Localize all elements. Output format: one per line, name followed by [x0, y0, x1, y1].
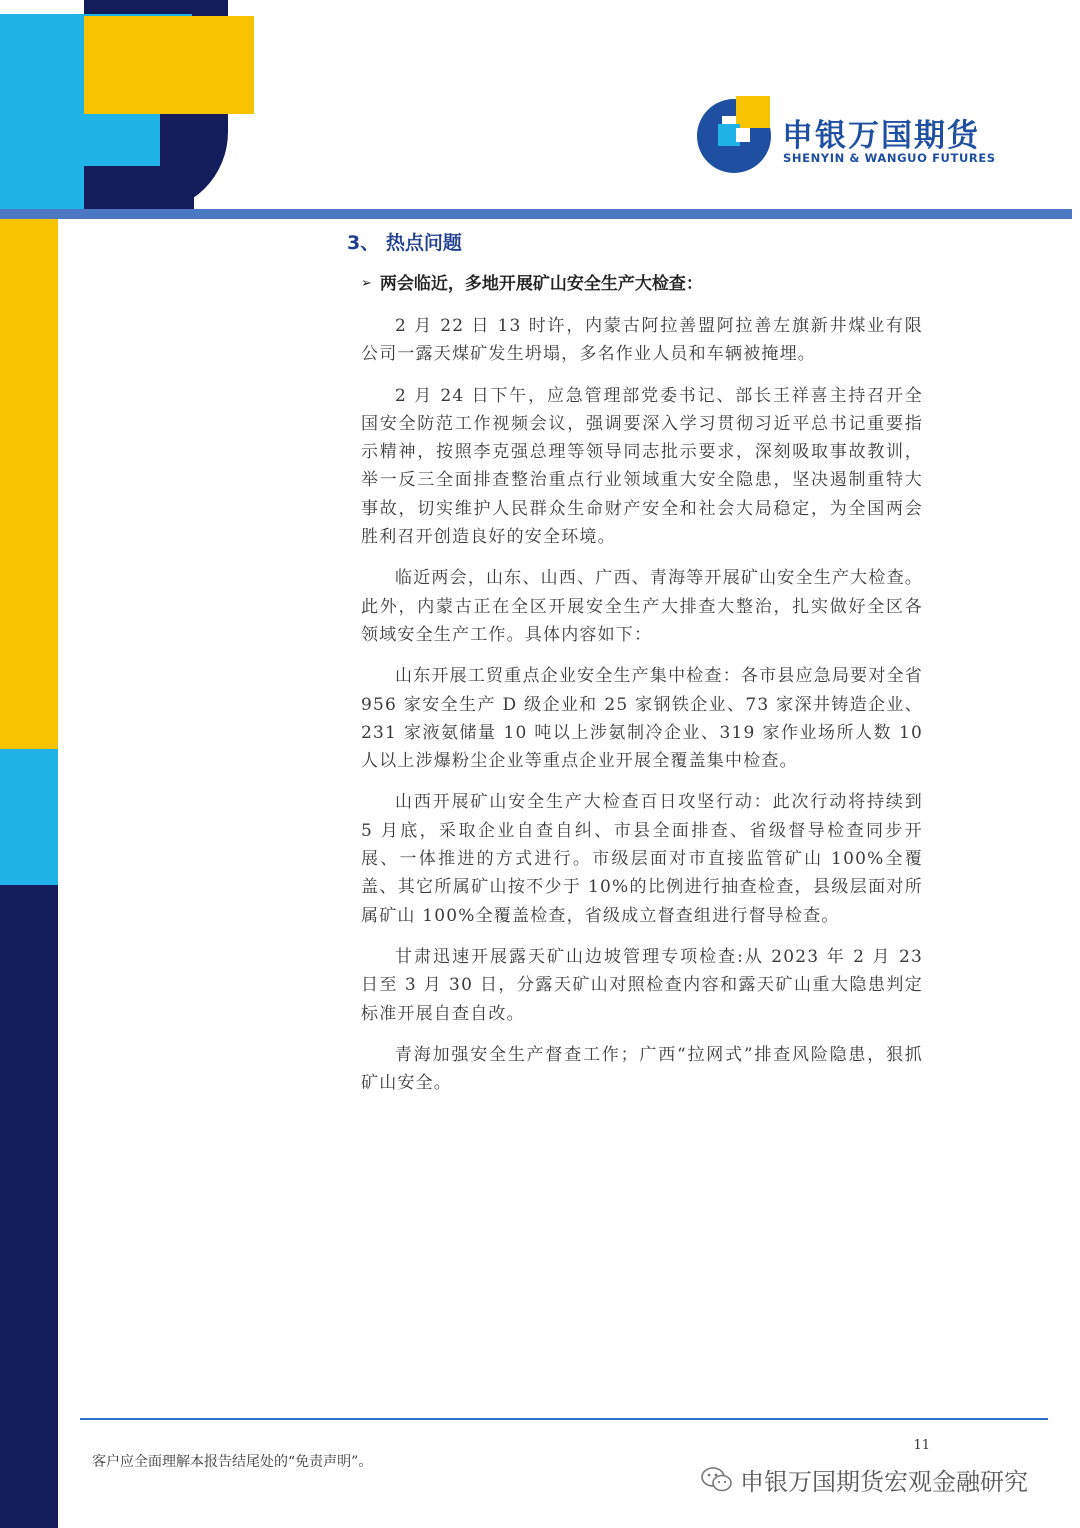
logo-name-en: SHENYIN & WANGUO FUTURES — [783, 151, 996, 165]
stripe-navy — [0, 885, 58, 1528]
stripe-cyan — [0, 749, 58, 885]
paragraph: 2 月 22 日 13 时许，内蒙古阿拉善盟阿拉善左旗新井煤业有限公司一露天煤矿发生坍塌，多名作业人员和车辆被掩埋。 — [361, 316, 923, 365]
deco-white-corner — [0, 0, 84, 14]
topic-title: 两会临近，多地开展矿山安全生产大检查： — [379, 274, 703, 294]
paragraph: 甘肃迅速开展露天矿山边坡管理专项检查:从 2023 年 2 月 23 日至 3 月 30 日，分露天矿山对照检查内容和露天矿山重大隐患判定标准开展自查自改。 — [361, 946, 923, 1024]
paragraph: 山西开展矿山安全生产大检查百日攻坚行动：此次行动将持续到 5 月底，采取企业自查自纠、市县全面排查、省级督导检查同步开展、一体推进的方式进行。市级层面对市直接监管矿山 100%全覆盖、其它所属矿山按不少于 10%的比例进行抽查检查，县级层面对所属矿山 100%全覆盖检查，省级成立督查组进行督导检查。 — [361, 792, 923, 926]
topic-heading — [361, 270, 923, 298]
logo-name-cn: 申银万国期货 — [782, 118, 980, 154]
deco-yellow-block — [84, 16, 254, 114]
paragraph: 山东开展工贸重点企业安全生产集中检查：各市县应急局要对全省 956 家安全生产 D 级企业和 25 家钢铁企业、73 家深井铸造企业、231 家液氨储量 10 吨以上涉氨制冷企业、319 家作业场所人数 10 人以上涉爆粉尘企业等重点企业开展全覆盖集中检查。 — [361, 666, 923, 772]
footer-disclaimer: 客户应全面理解本报告结尾处的“免责声明”。 — [92, 1454, 373, 1470]
paragraph: 临近两会，山东、山西、广西、青海等开展矿山安全生产大检查。此外，内蒙古正在全区开展安全生产大排查大整治，扎实做好全区各领域安全生产工作。具体内容如下： — [361, 568, 923, 645]
watermark-text: 申银万国期货宏观金融研究 — [740, 1468, 1028, 1496]
header-decoration — [0, 0, 260, 212]
wechat-icon — [700, 1465, 734, 1495]
footer-divider — [80, 1418, 1048, 1420]
wechat-watermark — [700, 1462, 1028, 1497]
arrow-bullet-icon: ➢ — [361, 276, 372, 291]
logo-emblem-icon — [696, 96, 776, 176]
page-number: 11 — [913, 1438, 930, 1453]
company-logo — [696, 96, 996, 176]
paragraph: 青海加强安全生产督查工作；广西“拉网式”排查风险隐患，狠抓矿山安全。 — [361, 1044, 923, 1094]
stripe-yellow — [0, 219, 58, 749]
section-title: 3、 热点问题 — [347, 232, 462, 254]
main-content — [347, 228, 923, 1110]
paragraph: 2 月 24 日下午，应急管理部党委书记、部长王祥喜主持召开全国安全防范工作视频会议，强调要深入学习贯彻习近平总书记重要指示精神，按照李克强总理等领导同志批示要求，深刻吸取事故教训，举一反三全面排查整治重点行业领域重大安全隐患，坚决遏制重特大事故，切实维护人民群众生命财产安全和社会大局稳定，为全国两会胜利召开创造良好的安全环境。 — [361, 385, 923, 548]
header-divider — [0, 209, 1072, 219]
